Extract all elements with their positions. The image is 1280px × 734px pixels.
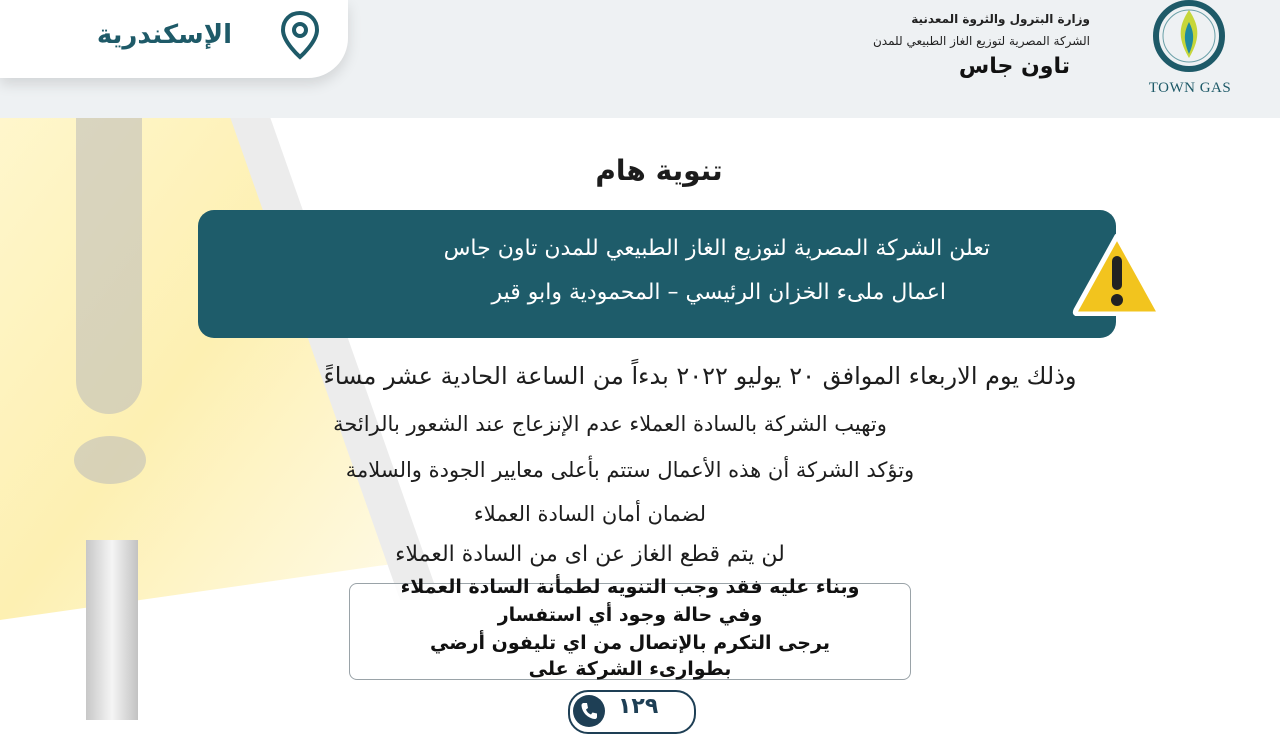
notice-line-smell: وتهيب الشركة بالسادة العملاء عدم الإنزعاج عند الشعور بالرائحة xyxy=(333,412,887,436)
notice-line-safety: لضمان أمان السادة العملاء xyxy=(473,502,707,526)
contact-line-1: وبناء عليه فقد وجب التنويه لطمأنة السادة العملاء xyxy=(400,576,860,598)
location-card xyxy=(0,0,348,78)
brand-english-name: TOWN GAS xyxy=(1148,80,1232,96)
banner-line-1: تعلن الشركة المصرية لتوزيع الغاز الطبيعي للمدن تاون جاس xyxy=(443,236,990,261)
notice-line-date: وذلك يوم الاربعاء الموافق ٢٠ يوليو ٢٠٢٢ بدءاً من الساعة الحادية عشر مساءً xyxy=(323,362,1077,390)
notice-title: تنوية هام xyxy=(595,154,723,187)
banner-line-2: اعمال ملىء الخزان الرئيسي – المحمودية وابو قير xyxy=(491,280,946,305)
contact-line-3: يرجى التكرم بالإتصال من اي تليفون أرضي xyxy=(430,632,830,654)
warning-triangle-icon xyxy=(1072,232,1162,316)
ministry-name: وزارة البترول والثروة المعدنية xyxy=(911,12,1090,26)
contact-box xyxy=(349,576,911,680)
company-name: الشركة المصرية لتوزيع الغاز الطبيعي للمدن xyxy=(872,34,1090,48)
brand-arabic-name: تاون جاس xyxy=(958,54,1070,79)
hotline-number: ١٢٩ xyxy=(618,694,659,719)
notice-line-no-cut: لن يتم قطع الغاز عن اى من السادة العملاء xyxy=(395,542,785,567)
phone-icon xyxy=(573,695,605,727)
contact-line-2: وفي حالة وجود أي استفسار xyxy=(497,604,763,626)
town-gas-logo-icon xyxy=(1132,0,1242,80)
contact-line-4: بطوارىء الشركة على xyxy=(528,658,732,680)
announcement-banner xyxy=(198,210,1116,338)
hotline-badge[interactable] xyxy=(568,690,696,734)
notice-line-quality: وتؤكد الشركة أن هذه الأعمال ستتم بأعلى معايير الجودة والسلامة xyxy=(345,458,915,482)
location-pin-icon xyxy=(280,10,320,60)
location-label: الإسكندرية xyxy=(96,20,232,50)
